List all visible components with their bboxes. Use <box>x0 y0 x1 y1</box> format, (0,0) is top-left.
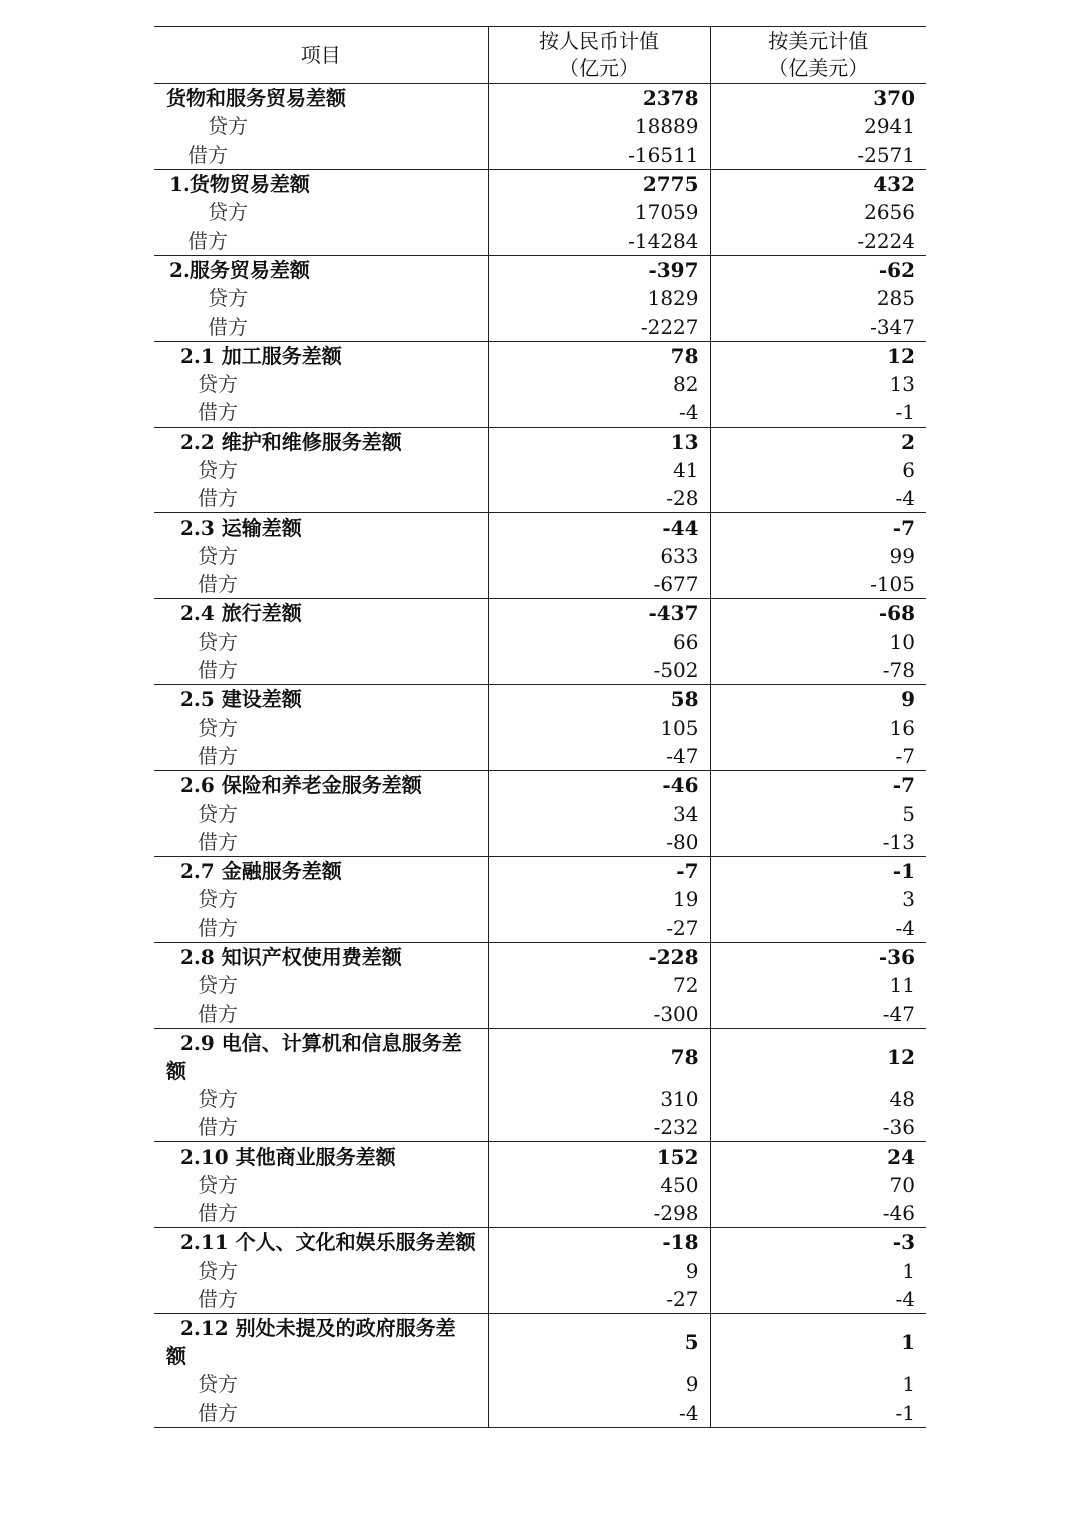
credit-value-usd: 48 <box>710 1085 926 1113</box>
credit-label: 贷方 <box>198 1172 238 1197</box>
value-usd: 1 <box>710 1314 926 1371</box>
value-rmb: 5 <box>488 1314 710 1371</box>
value-usd: -68 <box>710 599 926 628</box>
row-label: 2.7 金融服务差额 <box>180 859 342 884</box>
credit-value-usd: 99 <box>710 542 926 570</box>
value-usd: -7 <box>710 513 926 542</box>
header-rmb <box>488 27 710 84</box>
table-row <box>154 1171 926 1199</box>
debit-value-rmb: -300 <box>488 1000 710 1029</box>
credit-value-rmb: 1829 <box>488 284 710 312</box>
debit-value-rmb: -502 <box>488 656 710 685</box>
credit-label: 贷方 <box>198 973 238 998</box>
debit-value-rmb: -27 <box>488 1285 710 1314</box>
table-row <box>154 112 926 140</box>
header-item: 项目 <box>154 27 488 84</box>
debit-label: 借方 <box>154 1398 488 1427</box>
credit-value-rmb: 18889 <box>488 112 710 140</box>
debit-value-usd: -347 <box>710 312 926 341</box>
table-row <box>154 914 926 943</box>
debit-value-rmb: -4 <box>488 398 710 427</box>
row-label: 2.服务贸易差额 <box>169 257 310 282</box>
table-body <box>154 84 926 1428</box>
credit-value-rmb: 450 <box>488 1171 710 1199</box>
debit-value-usd: -13 <box>710 828 926 857</box>
debit-value-usd: -2224 <box>710 226 926 255</box>
row-label: 2.5 建设差额 <box>180 687 302 712</box>
debit-label: 借方 <box>154 484 488 513</box>
value-usd: -36 <box>710 942 926 971</box>
table-row <box>154 971 926 999</box>
debit-value-rmb: -16511 <box>488 141 710 170</box>
table-row <box>154 656 926 685</box>
header-usd-line2: （亿美元） <box>768 56 869 80</box>
debit-value-rmb: -2227 <box>488 312 710 341</box>
table-row <box>154 857 926 886</box>
credit-value-rmb: 72 <box>488 971 710 999</box>
credit-value-usd: 70 <box>710 1171 926 1199</box>
row-label: 货物和服务贸易差额 <box>166 86 346 111</box>
credit-value-rmb: 9 <box>488 1257 710 1285</box>
credit-label: 贷方 <box>208 114 248 139</box>
header-row <box>154 27 926 84</box>
value-rmb: -228 <box>488 942 710 971</box>
value-usd: 24 <box>710 1142 926 1171</box>
value-rmb: -437 <box>488 599 710 628</box>
debit-label: 借方 <box>154 1285 488 1314</box>
credit-label: 贷方 <box>198 1372 238 1397</box>
debit-value-usd: -46 <box>710 1199 926 1228</box>
table-row <box>154 370 926 398</box>
debit-label: 借方 <box>154 1113 488 1142</box>
debit-label: 借方 <box>154 398 488 427</box>
table-row <box>154 570 926 599</box>
table-row <box>154 599 926 628</box>
debit-value-usd: -78 <box>710 656 926 685</box>
header-rmb-line1: 按人民币计值 <box>539 29 659 53</box>
credit-label: 贷方 <box>198 1086 238 1111</box>
table-row <box>154 284 926 312</box>
table-row <box>154 255 926 284</box>
debit-value-rmb: -4 <box>488 1398 710 1427</box>
credit-value-usd: 16 <box>710 714 926 742</box>
table-row <box>154 628 926 656</box>
table-row <box>154 542 926 570</box>
value-usd: -1 <box>710 857 926 886</box>
debit-value-usd: -1 <box>710 398 926 427</box>
credit-label: 贷方 <box>198 715 238 740</box>
credit-value-usd: 10 <box>710 628 926 656</box>
debit-value-usd: -4 <box>710 484 926 513</box>
value-rmb: 78 <box>488 1028 710 1085</box>
debit-label: 借方 <box>154 914 488 943</box>
credit-value-rmb: 310 <box>488 1085 710 1113</box>
credit-value-rmb: 633 <box>488 542 710 570</box>
credit-label: 贷方 <box>198 801 238 826</box>
debit-label: 借方 <box>154 312 488 341</box>
debit-value-usd: -1 <box>710 1398 926 1427</box>
table-row <box>154 484 926 513</box>
credit-value-usd: 3 <box>710 885 926 913</box>
value-rmb: 58 <box>488 685 710 714</box>
table-row <box>154 1370 926 1398</box>
table-row <box>154 398 926 427</box>
table-row <box>154 1257 926 1285</box>
table-row <box>154 1398 926 1427</box>
table-row <box>154 456 926 484</box>
credit-label: 贷方 <box>198 372 238 397</box>
table-row <box>154 226 926 255</box>
credit-value-usd: 5 <box>710 799 926 827</box>
table-row <box>154 141 926 170</box>
credit-value-usd: 2656 <box>710 198 926 226</box>
value-rmb: 78 <box>488 341 710 370</box>
table-row <box>154 1142 926 1171</box>
table-row <box>154 685 926 714</box>
row-label: 2.10 其他商业服务差额 <box>180 1144 396 1169</box>
row-label: 2.4 旅行差额 <box>180 601 302 626</box>
table-row <box>154 312 926 341</box>
row-label <box>154 1028 488 1085</box>
credit-value-usd: 1 <box>710 1257 926 1285</box>
value-rmb: 2775 <box>488 169 710 198</box>
debit-value-usd: -105 <box>710 570 926 599</box>
credit-label: 贷方 <box>208 286 248 311</box>
credit-label: 贷方 <box>208 200 248 225</box>
credit-value-rmb: 9 <box>488 1370 710 1398</box>
value-usd: -7 <box>710 771 926 800</box>
value-usd: -3 <box>710 1228 926 1257</box>
table-row <box>154 742 926 771</box>
table-row <box>154 828 926 857</box>
value-usd: 370 <box>710 84 926 113</box>
credit-value-usd: 2941 <box>710 112 926 140</box>
table-row <box>154 198 926 226</box>
row-label-line1: 2.9 电信、计算机和信息服务差 <box>180 1030 462 1055</box>
credit-value-usd: 11 <box>710 971 926 999</box>
row-label: 2.8 知识产权使用费差额 <box>180 945 402 970</box>
table-row <box>154 942 926 971</box>
credit-value-usd: 6 <box>710 456 926 484</box>
row-label-line2: 额 <box>166 1344 186 1369</box>
credit-value-rmb: 105 <box>488 714 710 742</box>
table-row <box>154 341 926 370</box>
credit-label: 贷方 <box>198 1258 238 1283</box>
header-usd-line1: 按美元计值 <box>768 29 869 53</box>
value-usd: 12 <box>710 341 926 370</box>
credit-value-rmb: 19 <box>488 885 710 913</box>
debit-label: 借方 <box>154 570 488 599</box>
value-rmb: -18 <box>488 1228 710 1257</box>
debit-label: 借方 <box>154 1000 488 1029</box>
debit-label: 借方 <box>154 141 488 170</box>
table-row <box>154 714 926 742</box>
row-label: 2.1 加工服务差额 <box>180 343 342 368</box>
debit-value-usd: -2571 <box>710 141 926 170</box>
value-rmb: -44 <box>488 513 710 542</box>
table-row <box>154 799 926 827</box>
credit-value-usd: 285 <box>710 284 926 312</box>
header-rmb-line2: （亿元） <box>559 56 639 80</box>
row-label: 2.3 运输差额 <box>180 515 302 540</box>
debit-value-rmb: -47 <box>488 742 710 771</box>
row-label <box>154 1314 488 1371</box>
debit-value-rmb: -14284 <box>488 226 710 255</box>
row-label: 1.货物贸易差额 <box>169 172 310 197</box>
debit-value-usd: -47 <box>710 1000 926 1029</box>
credit-value-rmb: 34 <box>488 799 710 827</box>
row-label-line1: 2.12 别处未提及的政府服务差 <box>180 1316 456 1341</box>
header-usd <box>710 27 926 84</box>
balance-table <box>154 26 926 1428</box>
row-label: 2.2 维护和维修服务差额 <box>180 429 402 454</box>
table-row <box>154 1085 926 1113</box>
value-usd: 432 <box>710 169 926 198</box>
debit-label: 借方 <box>154 656 488 685</box>
table-row <box>154 513 926 542</box>
table-row <box>154 1228 926 1257</box>
credit-value-rmb: 41 <box>488 456 710 484</box>
debit-value-rmb: -80 <box>488 828 710 857</box>
debit-value-rmb: -28 <box>488 484 710 513</box>
credit-value-rmb: 66 <box>488 628 710 656</box>
table-row <box>154 169 926 198</box>
debit-value-rmb: -27 <box>488 914 710 943</box>
debit-label: 借方 <box>154 742 488 771</box>
credit-value-rmb: 17059 <box>488 198 710 226</box>
value-rmb: -397 <box>488 255 710 284</box>
credit-value-usd: 1 <box>710 1370 926 1398</box>
table-row <box>154 1314 926 1371</box>
credit-value-rmb: 82 <box>488 370 710 398</box>
value-rmb: 13 <box>488 427 710 456</box>
value-usd: 12 <box>710 1028 926 1085</box>
debit-value-rmb: -677 <box>488 570 710 599</box>
row-label: 2.6 保险和养老金服务差额 <box>180 773 422 798</box>
credit-label: 贷方 <box>198 887 238 912</box>
credit-label: 贷方 <box>198 458 238 482</box>
table-row <box>154 1000 926 1029</box>
value-usd: 9 <box>710 685 926 714</box>
debit-value-usd: -7 <box>710 742 926 771</box>
table-row <box>154 1113 926 1142</box>
value-usd: 2 <box>710 427 926 456</box>
table-row <box>154 771 926 800</box>
credit-label: 贷方 <box>198 543 238 568</box>
debit-label: 借方 <box>154 1199 488 1228</box>
debit-value-rmb: -298 <box>488 1199 710 1228</box>
table-row <box>154 885 926 913</box>
debit-value-usd: -4 <box>710 1285 926 1314</box>
credit-label: 贷方 <box>198 629 238 654</box>
table-row <box>154 1028 926 1085</box>
row-label: 2.11 个人、文化和娱乐服务差额 <box>180 1230 476 1255</box>
value-rmb: -7 <box>488 857 710 886</box>
row-label-line2: 额 <box>166 1058 186 1083</box>
value-rmb: 152 <box>488 1142 710 1171</box>
debit-label: 借方 <box>154 828 488 857</box>
debit-value-usd: -4 <box>710 914 926 943</box>
table-row <box>154 1285 926 1314</box>
debit-value-usd: -36 <box>710 1113 926 1142</box>
debit-label: 借方 <box>154 226 488 255</box>
credit-value-usd: 13 <box>710 370 926 398</box>
table-row <box>154 84 926 113</box>
value-usd: -62 <box>710 255 926 284</box>
value-rmb: 2378 <box>488 84 710 113</box>
value-rmb: -46 <box>488 771 710 800</box>
table-row <box>154 427 926 456</box>
debit-value-rmb: -232 <box>488 1113 710 1142</box>
table-row <box>154 1199 926 1228</box>
